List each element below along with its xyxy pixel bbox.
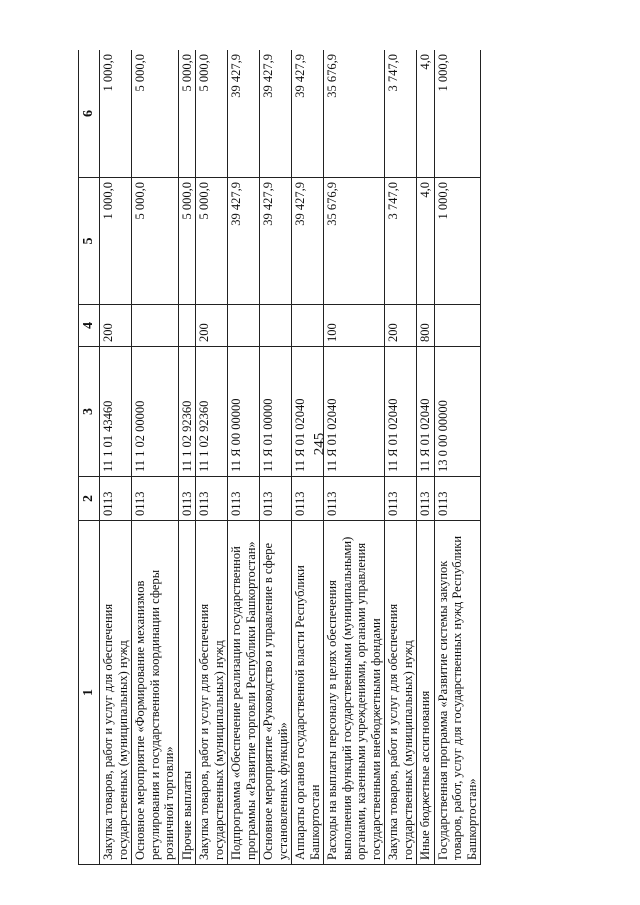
table-header [79,50,100,865]
table-row [292,50,324,865]
table-body [100,50,481,865]
row-amount-col6-cell: 1 000,0 [434,50,481,178]
row-section-cell: 0113 [324,477,385,521]
row-expense-type-cell [260,305,292,347]
table-row [417,50,435,865]
row-target-article-cell: 11 Я 01 02040 [417,347,435,477]
row-expense-type-cell [434,305,481,347]
row-expense-type-cell [228,305,260,347]
table-row [132,50,179,865]
row-section-cell: 0113 [292,477,324,521]
row-amount-col6-cell: 3 747,0 [385,50,417,178]
header-cell: 1 [79,521,100,865]
row-expense-type-cell [292,305,324,347]
row-amount-col5-cell: 39 427,9 [260,178,292,305]
row-amount-col6-cell: 4,0 [417,50,435,178]
row-section-cell: 0113 [196,477,228,521]
row-expense-type-cell: 800 [417,305,435,347]
row-name-cell: Основное мероприятие «Формирование механизмов регулирования и государственной координации сферы розничной торговли» [132,521,179,865]
header-cell: 5 [79,178,100,305]
row-name-cell: Государственная программа «Развитие системы закупок товаров, работ, услуг для государственных нужд Республики Башкортостан» [434,521,481,865]
header-cell: 3 [79,347,100,477]
row-expense-type-cell: 200 [196,305,228,347]
table-row [178,50,196,865]
row-name-cell: Аппараты органов государственной власти Республики Башкортостан [292,521,324,865]
row-expense-type-cell: 100 [324,305,385,347]
row-name-cell: Закупка товаров, работ и услуг для обеспечения государственных (муниципальных) нужд [100,521,132,865]
table-row [196,50,228,865]
row-target-article-cell: 11 1 02 00000 [132,347,179,477]
row-target-article-cell: 11 Я 01 02040 [292,347,324,477]
table-row [324,50,385,865]
row-section-cell: 0113 [132,477,179,521]
row-amount-col5-cell: 1 000,0 [100,178,132,305]
row-expense-type-cell: 200 [385,305,417,347]
table-row [260,50,292,865]
row-amount-col6-cell: 5 000,0 [132,50,179,178]
row-amount-col6-cell: 39 427,9 [260,50,292,178]
row-name-cell: Расходы на выплаты персоналу в целях обеспечения выполнения функций государственными (муниципальными) органами, казенными учреждениями, органами управления государственными внебюджетными фондами [324,521,385,865]
row-target-article-cell: 11 Я 01 02040 [385,347,417,477]
row-target-article-cell: 11 Я 01 00000 [260,347,292,477]
row-amount-col5-cell: 35 676,9 [324,178,385,305]
row-section-cell: 0113 [385,477,417,521]
row-name-cell: Подпрограмма «Обеспечение реализации государственной программы «Развитие торговли Республики Башкортостан» [228,521,260,865]
row-name-cell: Прочие выплаты [178,521,196,865]
row-amount-col6-cell: 5 000,0 [196,50,228,178]
header-row [79,50,100,865]
row-expense-type-cell: 200 [100,305,132,347]
row-target-article-cell: 11 1 02 92360 [178,347,196,477]
row-amount-col6-cell: 39 427,9 [292,50,324,178]
row-amount-col5-cell: 1 000,0 [434,178,481,305]
row-section-cell: 0113 [434,477,481,521]
row-amount-col6-cell: 35 676,9 [324,50,385,178]
row-amount-col5-cell: 5 000,0 [196,178,228,305]
row-amount-col5-cell: 3 747,0 [385,178,417,305]
table-container [78,50,622,865]
row-section-cell: 0113 [100,477,132,521]
table-row [228,50,260,865]
table-row [100,50,132,865]
row-expense-type-cell [132,305,179,347]
row-target-article-cell: 11 Я 00 00000 [228,347,260,477]
row-expense-type-cell [178,305,196,347]
row-name-cell: Основное мероприятие «Руководство и управление в сфере установленных функций» [260,521,292,865]
row-target-article-cell: 13 0 00 00000 [434,347,481,477]
row-section-cell: 0113 [260,477,292,521]
row-section-cell: 0113 [178,477,196,521]
row-amount-col5-cell: 39 427,9 [228,178,260,305]
row-name-cell: Закупка товаров, работ и услуг для обеспечения государственных (муниципальных) нужд [196,521,228,865]
row-section-cell: 0113 [417,477,435,521]
row-section-cell: 0113 [228,477,260,521]
budget-table [78,50,481,865]
row-target-article-cell: 11 1 01 43460 [100,347,132,477]
row-amount-col6-cell: 1 000,0 [100,50,132,178]
row-amount-col5-cell: 5 000,0 [178,178,196,305]
row-target-article-cell: 11 1 02 92360 [196,347,228,477]
row-amount-col6-cell: 5 000,0 [178,50,196,178]
table-row [385,50,417,865]
row-amount-col5-cell: 39 427,9 [292,178,324,305]
header-cell: 6 [79,50,100,178]
row-amount-col5-cell: 5 000,0 [132,178,179,305]
header-cell: 4 [79,305,100,347]
rotated-content [78,50,622,865]
row-target-article-cell: 11 Я 01 02040 [324,347,385,477]
table-row [434,50,481,865]
page-number: 245 [311,432,328,456]
row-amount-col6-cell: 39 427,9 [228,50,260,178]
row-name-cell: Иные бюджетные ассигнования [417,521,435,865]
row-name-cell: Закупка товаров, работ и услуг для обеспечения государственных (муниципальных) нужд [385,521,417,865]
header-cell: 2 [79,477,100,521]
row-amount-col5-cell: 4,0 [417,178,435,305]
